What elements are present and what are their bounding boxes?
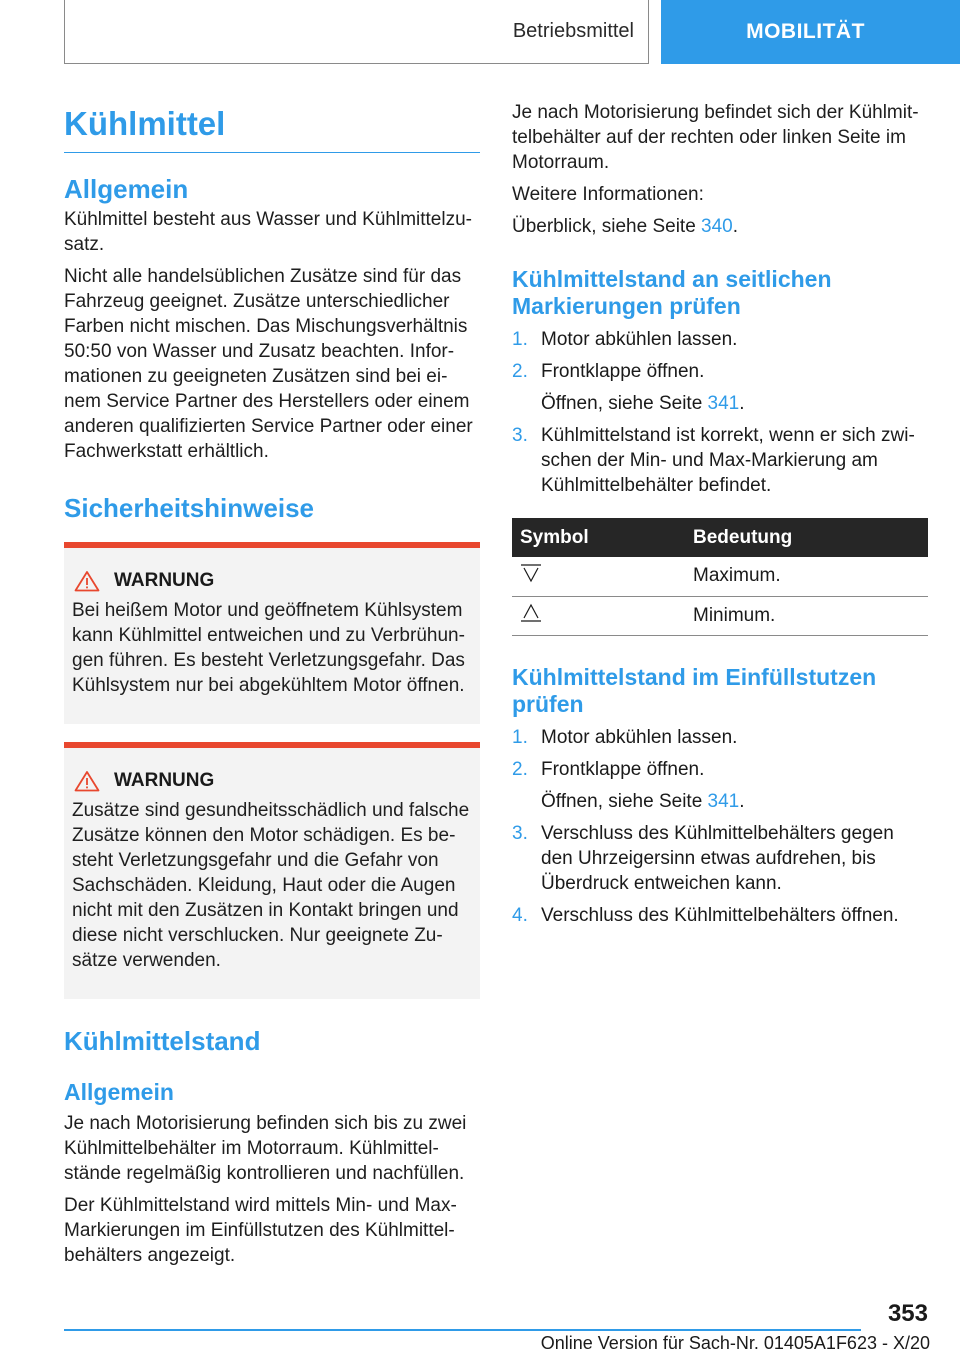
list-item [512,327,928,352]
step-text: Motor abkühlen lassen. [541,329,738,350]
step-number: 1. [512,329,528,350]
step-number: 3. [512,822,528,844]
header-chapter-label: MOBILITÄT [746,20,865,43]
warning-box-2 [64,742,480,999]
warning-text-1: Bei heißem Motor und geöffnetem Kühlsystem kann Kühlmittel entweichen und zu Verbrühun-gen führen. Es besteht Verletzungsgefahr. Das Kühlsystem nur bei abgekühltem Motor öffnen. [72,600,465,696]
list-item [512,821,928,896]
right-column [512,100,928,928]
header-section-label: Betriebsmittel [512,20,634,42]
step-subtext: Öffnen, siehe Seite 341. [541,790,745,812]
header-section-tab [64,0,649,64]
symbol-table [512,518,928,636]
list-item [512,359,928,416]
table-cell-meaning: Maximum. [685,557,928,596]
step-number: 3. [512,425,528,446]
safety-heading: Sicherheitshinweise [64,493,314,523]
step-number: 2. [512,361,528,382]
level-general-heading: Allgemein [64,1079,174,1105]
open-page-link[interactable]: 341 [707,393,740,414]
warning-text-2: Zusätze sind gesundheitsschädlich und falsche Zusätze können den Motor schädigen. Es be-steht Verletzungsgefahr und die Gefahr von Sachschäden. Kleidung, Haut oder die Augen nicht mit den Zusätzen in Kontakt bringen und diese nicht verschlucken. Nur geeignete Zu-sätze verwenden. [72,800,470,971]
step-number: 4. [512,904,528,926]
max-marker-icon [520,563,542,583]
step-text: Verschluss des Kühlmittelbehälters gegen den Uhrzeigersinn etwas aufdrehen, bis Überdruck entweichen kann. [541,822,894,894]
table-row [512,557,928,596]
general-paragraph-1: Kühlmittel besteht aus Wasser und Kühlmittelzu-satz. [64,209,472,255]
step-text: Frontklappe öffnen. [541,758,705,780]
right-paragraph-2: Weitere Informationen: [512,184,704,205]
overview-page-link[interactable]: 340 [701,216,733,237]
right-paragraph-3: Überblick, siehe Seite 340. [512,216,739,237]
left-column [64,100,480,1268]
step-text: Motor abkühlen lassen. [541,726,738,748]
step-text: Verschluss des Kühlmittelbehälters öffnen. [541,904,899,926]
footer-text: Online Version für Sach-Nr. 01405A1F623 - X/20 [540,1333,930,1353]
list-item [512,423,928,498]
warning-triangle-icon [74,770,100,792]
section2-steps [512,725,928,928]
level-heading: Kühlmittelstand [64,1026,261,1056]
general-heading: Allgemein [64,174,189,204]
list-item [512,725,928,750]
step-text: Kühlmittelstand ist korrekt, wenn er sich zwi-schen der Min- und Max-Markierung am Kühlmittelbehälter befindet. [541,425,915,496]
level-paragraph-2: Der Kühlmittelstand wird mittels Min- und Max-Markierungen im Einfüllstutzen des Kühlmittel-behälters angezeigt. [64,1195,457,1266]
warning-box-1 [64,542,480,724]
open-page-link[interactable]: 341 [707,790,740,812]
step-number: 1. [512,726,528,748]
min-marker-icon [520,603,542,623]
section2-heading: Kühlmittelstand im Einfüllstutzen prüfen [512,663,877,717]
section1-steps [512,327,928,498]
table-row [512,596,928,635]
header-chapter-tab [661,0,960,64]
table-header-meaning: Bedeutung [685,518,928,557]
table-cell-meaning: Minimum. [685,596,928,635]
step-number: 2. [512,758,528,780]
section1-heading: Kühlmittelstand an seitlichen Markierungen prüfen [512,266,832,319]
overview-ref-text: Überblick, siehe Seite [512,216,702,237]
warning-label-1: WARNUNG [114,570,215,591]
general-paragraph-2: Nicht alle handelsüblichen Zusätze sind für das Fahrzeug geeignet. Zusätze unterschiedlicher Farben nicht mischen. Das Mischungsverhältnis 50:50 von Wasser und Zusatz beachten. Infor-mationen zu geeigneten Zusätzen sind bei ei-nem Service Partner des Herstellers oder einem anderen qualifizierten Service Partner oder einer Fachwerkstatt erhältlich. [64,266,473,462]
step-subtext: Öffnen, siehe Seite 341. [541,393,745,414]
step-text: Frontklappe öffnen. [541,361,705,382]
page-number: 353 [887,1300,928,1327]
warning-triangle-icon [74,570,100,592]
right-paragraph-1: Je nach Motorisierung befindet sich der Kühlmit-telbehälter auf der rechten oder linken Seite im Motorraum. [512,102,919,173]
list-item [512,903,928,928]
footer-divider [64,1329,861,1331]
list-item [512,757,928,814]
page-title: Kühlmittel [64,102,480,153]
level-paragraph-1: Je nach Motorisierung befinden sich bis zu zwei Kühlmittelbehälter im Motorraum. Kühlmittel-stände regelmäßig kontrollieren und nachfüllen. [64,1113,467,1184]
warning-label-2: WARNUNG [114,770,215,791]
table-header-symbol: Symbol [512,518,685,557]
